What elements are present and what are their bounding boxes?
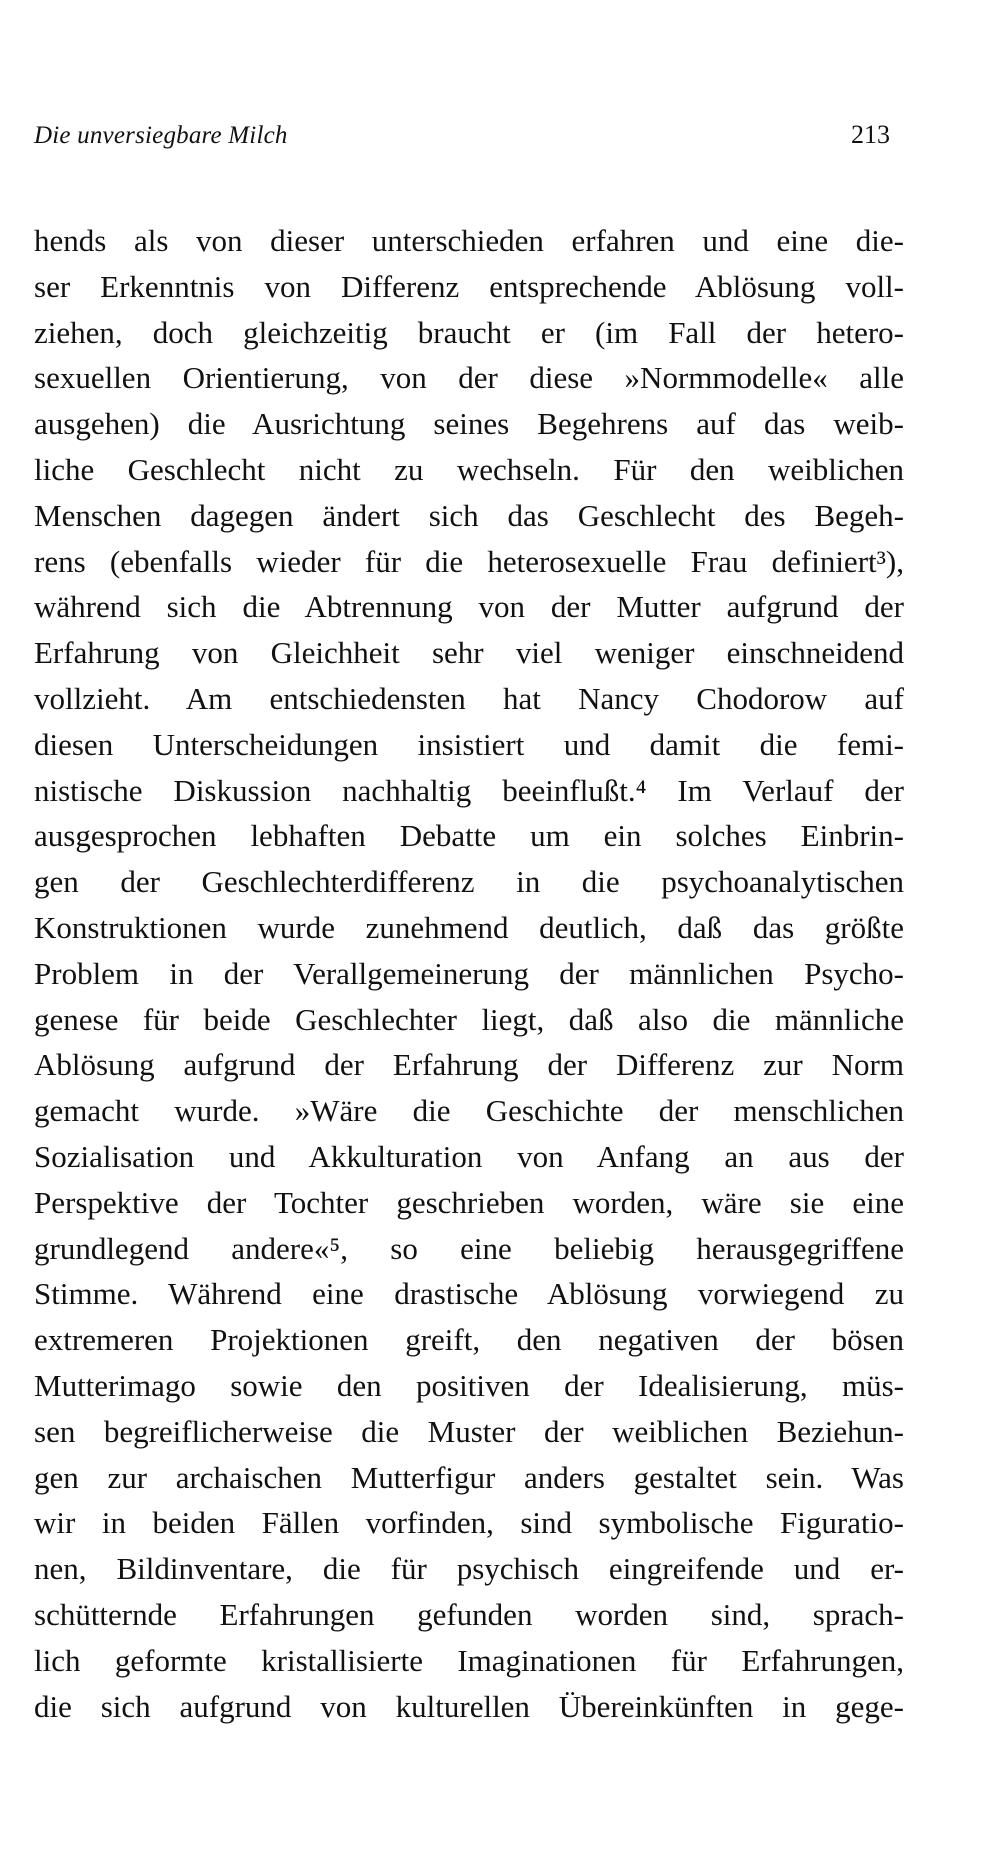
text-line: rens (ebenfalls wieder für die heterosexuelle Frau definiert³),: [34, 543, 904, 579]
text-line: Mutterimago sowie den positiven der Idealisierung, müs-: [34, 1367, 904, 1403]
text-line: wir in beiden Fällen vorfinden, sind symbolische Figuratio-: [34, 1505, 904, 1541]
text-line: gen zur archaischen Mutterfigur anders gestaltet sein. Was: [34, 1459, 904, 1495]
text-line: Problem in der Verallgemeinerung der männlichen Psycho-: [34, 955, 904, 991]
text-line: Ablösung aufgrund der Erfahrung der Differenz zur Norm: [34, 1047, 904, 1083]
text-line: gemacht wurde. »Wäre die Geschichte der menschlichen: [34, 1093, 904, 1129]
body-text: [34, 218, 904, 1729]
running-head-title: Die unversiegbare Milch: [34, 122, 288, 149]
text-line: nistische Diskussion nachhaltig beeinflußt.⁴ Im Verlauf der: [34, 772, 904, 808]
text-line: ausgehen) die Ausrichtung seines Begehrens auf das weib-: [34, 406, 904, 442]
text-line: vollzieht. Am entschiedensten hat Nancy Chodorow auf: [34, 680, 904, 716]
text-line: diesen Unterscheidungen insistiert und damit die femi-: [34, 726, 904, 762]
text-line: nen, Bildinventare, die für psychisch eingreifende und er-: [34, 1551, 904, 1587]
text-line: liche Geschlecht nicht zu wechseln. Für den weiblichen: [34, 451, 904, 487]
text-line: ausgesprochen lebhaften Debatte um ein solches Einbrin-: [34, 818, 904, 854]
text-line: Stimme. Während eine drastische Ablösung vorwiegend zu: [34, 1276, 904, 1312]
page-number: 213: [851, 120, 890, 149]
text-line: während sich die Abtrennung von der Mutter aufgrund der: [34, 589, 904, 625]
text-line: Konstruktionen wurde zunehmend deutlich, daß das größte: [34, 909, 904, 945]
text-line: Sozialisation und Akkulturation von Anfang an aus der: [34, 1138, 904, 1174]
text-line: lich geformte kristallisierte Imaginationen für Erfahrungen,: [34, 1642, 904, 1678]
text-line: hends als von dieser unterschieden erfahren und eine die-: [34, 223, 904, 258]
text-line: Perspektive der Tochter geschrieben worden, wäre sie eine: [34, 1184, 904, 1220]
text-line: ziehen, doch gleichzeitig braucht er (im Fall der hetero-: [34, 314, 904, 350]
text-line: ser Erkenntnis von Differenz entsprechende Ablösung voll-: [34, 268, 904, 304]
text-line: sexuellen Orientierung, von der diese »Normmodelle« alle: [34, 360, 904, 396]
text-line: sen begreiflicherweise die Muster der weiblichen Beziehun-: [34, 1413, 904, 1449]
text-line: extremeren Projektionen greift, den negativen der bösen: [34, 1322, 904, 1358]
text-line: Menschen dagegen ändert sich das Geschlecht des Begeh-: [34, 497, 904, 533]
text-line: grundlegend andere«⁵, so eine beliebig herausgegriffene: [34, 1230, 904, 1266]
text-line: genese für beide Geschlechter liegt, daß also die männliche: [34, 1001, 904, 1037]
text-line: Erfahrung von Gleichheit sehr viel weniger einschneidend: [34, 635, 904, 671]
text-line: die sich aufgrund von kulturellen Übereinkünften in gege-: [34, 1688, 904, 1724]
text-line: schütternde Erfahrungen gefunden worden sind, sprach-: [34, 1596, 904, 1632]
text-line: gen der Geschlechterdifferenz in die psychoanalytischen: [34, 864, 904, 900]
